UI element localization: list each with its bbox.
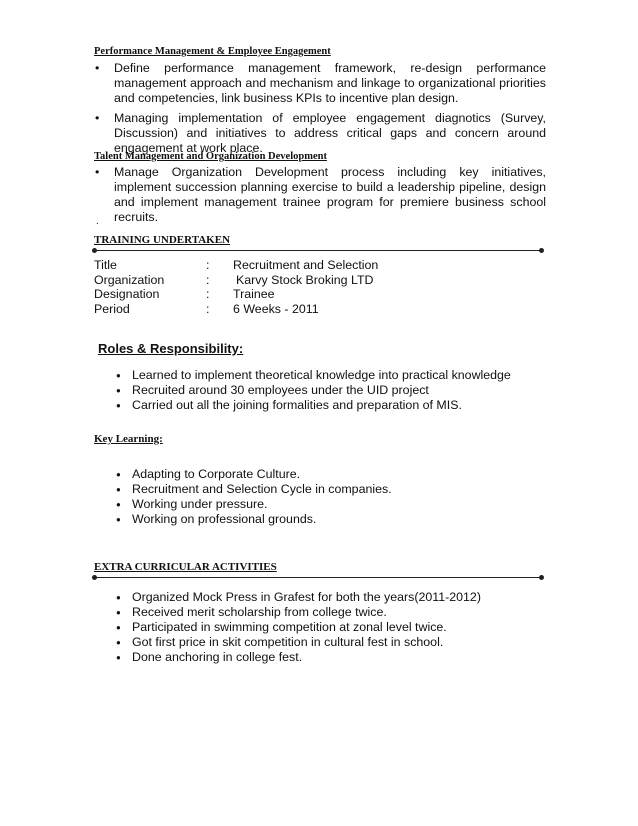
training-heading: TRAINING UNDERTAKEN [94, 234, 231, 246]
detail-colon: : [206, 272, 210, 287]
list-item: ● Recruited around 30 employees under the UID project [116, 383, 511, 398]
detail-value: 6 Weeks - 2011 [233, 301, 319, 316]
section-divider [94, 577, 542, 578]
list-item: ● Received merit scholarship from college twice. [116, 605, 481, 620]
list-item: ● Participated in swimming competition at zonal level twice. [116, 620, 481, 635]
detail-value: Recruitment and Selection [233, 258, 379, 272]
performance-heading: Performance Management & Employee Engagement [94, 46, 331, 57]
detail-value: Trainee [233, 287, 275, 302]
detail-key: Designation [94, 287, 160, 302]
detail-key: Period [94, 301, 130, 316]
list-item: ● Got first price in skit competition in cultural fest in school. [116, 635, 481, 650]
roles-list [116, 368, 511, 413]
key-learning-heading: Key Learning: [94, 433, 163, 445]
detail-value: Karvy Stock Broking LTD [236, 272, 374, 287]
performance-list [94, 61, 546, 161]
list-item: ● Done anchoring in college fest. [116, 650, 481, 665]
key-learning-list [116, 467, 392, 527]
list-item: ● Working under pressure. [116, 497, 392, 512]
list-item: ● Organized Mock Press in Grafest for both the years(2011-2012) [116, 590, 481, 605]
list-item: • Managing implementation of employee engagement diagnotics (Survey, Discussion) and initiatives to address critical gaps and concern around engagement at work place. [94, 111, 546, 156]
list-item: • Define performance management framework, re-design performance management approach and mechanism and linkage to organizational priorities and competencies, link business KPIs to incentive plan design. [94, 61, 546, 106]
talent-list [94, 165, 546, 230]
list-item: ● Recruitment and Selection Cycle in companies. [116, 482, 392, 497]
roles-heading: Roles & Responsibility: [98, 341, 244, 356]
detail-colon: : [206, 301, 210, 316]
extra-heading: EXTRA CURRICULAR ACTIVITIES [94, 561, 277, 573]
list-item: ● Working on professional grounds. [116, 512, 392, 527]
list-item: ● Learned to implement theoretical knowledge into practical knowledge [116, 368, 511, 383]
list-item: ● Carried out all the joining formalities and preparation of MIS. [116, 398, 511, 413]
detail-key: Title [94, 258, 117, 272]
list-item: ● Adapting to Corporate Culture. [116, 467, 392, 482]
extra-list [116, 590, 481, 665]
list-item: • Manage Organization Development process including key initiatives, implement succession planning exercise to build a leadership pipeline, design and implement management trainee program for premiere business school recruits. [94, 165, 546, 225]
stray-mark: . [96, 216, 99, 227]
detail-colon: : [206, 258, 210, 272]
detail-key: Organization [94, 272, 165, 287]
talent-heading: Talent Management and Organization Development [94, 151, 327, 162]
section-divider [94, 250, 542, 251]
detail-colon: : [206, 287, 210, 302]
